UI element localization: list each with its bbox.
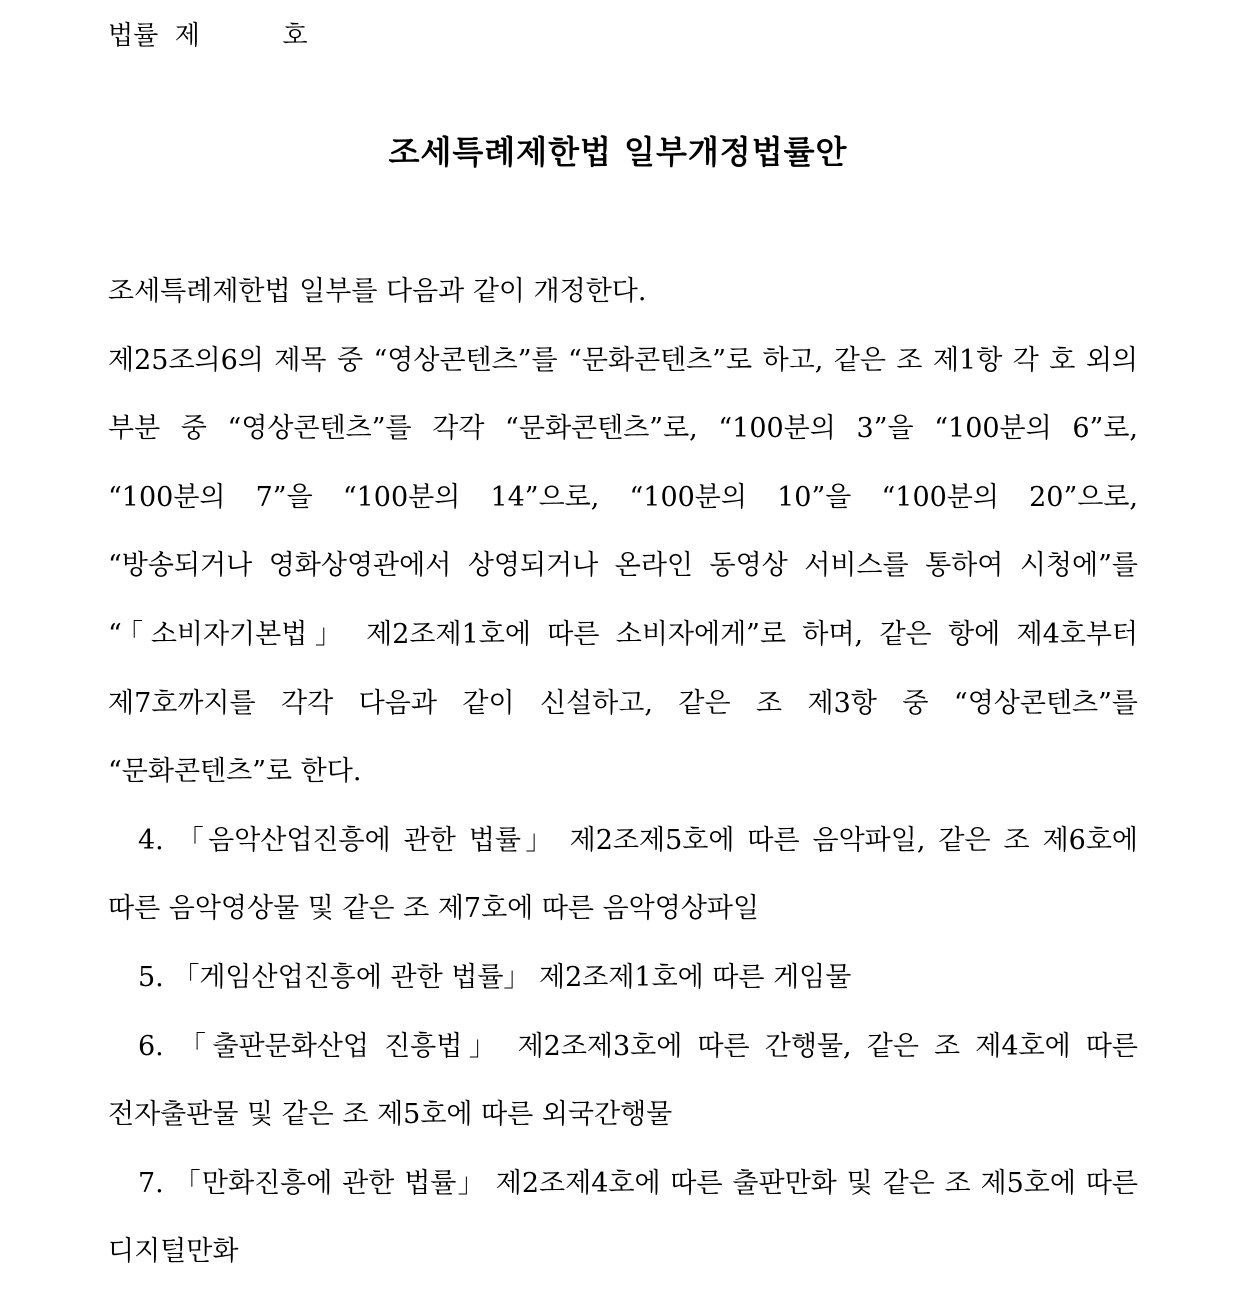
list-item-7: 7. 「만화진흥에 관한 법률」 제2조제4호에 따른 출판만화 및 같은 조 제5호에 따른 디지털만화 [108, 1167, 1138, 1268]
amendment-paragraph: 제25조의6의 제목 중 “영상콘텐츠”를 “문화콘텐츠”로 하고, 같은 조 제1항 각 호 외의 부분 중 “영상콘텐츠”를 각각 “문화콘텐츠”로, “100분의 3”을 “100분의 6”로, “100분의 7”을 “100분의 14”으로, “100분의 10”을 “100분의 20”으로, “방송되거나 영화상영관에서 상영되거나 온라인 동영상 서비스를 통하여 시청에”를 “「소비자기본법」 제2조제1호에 따른 소비자에게”로 하며, 같은 항에 제4호부터 제7호까지를 각각 다음과 같이 신설하고, 같은 조 제3항 중 “영상콘텐츠”를 “문화콘텐츠”로 한다. [108, 344, 1138, 788]
law-number: 법률 제 호 [108, 21, 308, 51]
list-item-5: 5. 「게임산업진흥에 관한 법률」 제2조제1호에 따른 게임물 [138, 961, 852, 993]
list-item-6: 6. 「출판문화산업 진흥법」 제2조제3호에 따른 간행물, 같은 조 제4호에 따른 전자출판물 및 같은 조 제5호에 따른 외국간행물 [108, 1030, 1138, 1131]
document-title: 조세특례제한법 일부개정법률안 [388, 133, 848, 171]
intro-paragraph: 조세특례제한법 일부를 다음과 같이 개정한다. [108, 276, 647, 307]
document-body [108, 258, 1138, 1287]
list-item-4: 4. 「음악산업진흥에 관한 법률」 제2조제5호에 따른 음악파일, 같은 조 제6호에 따른 음악영상물 및 같은 조 제7호에 따른 음악영상파일 [108, 824, 1138, 925]
